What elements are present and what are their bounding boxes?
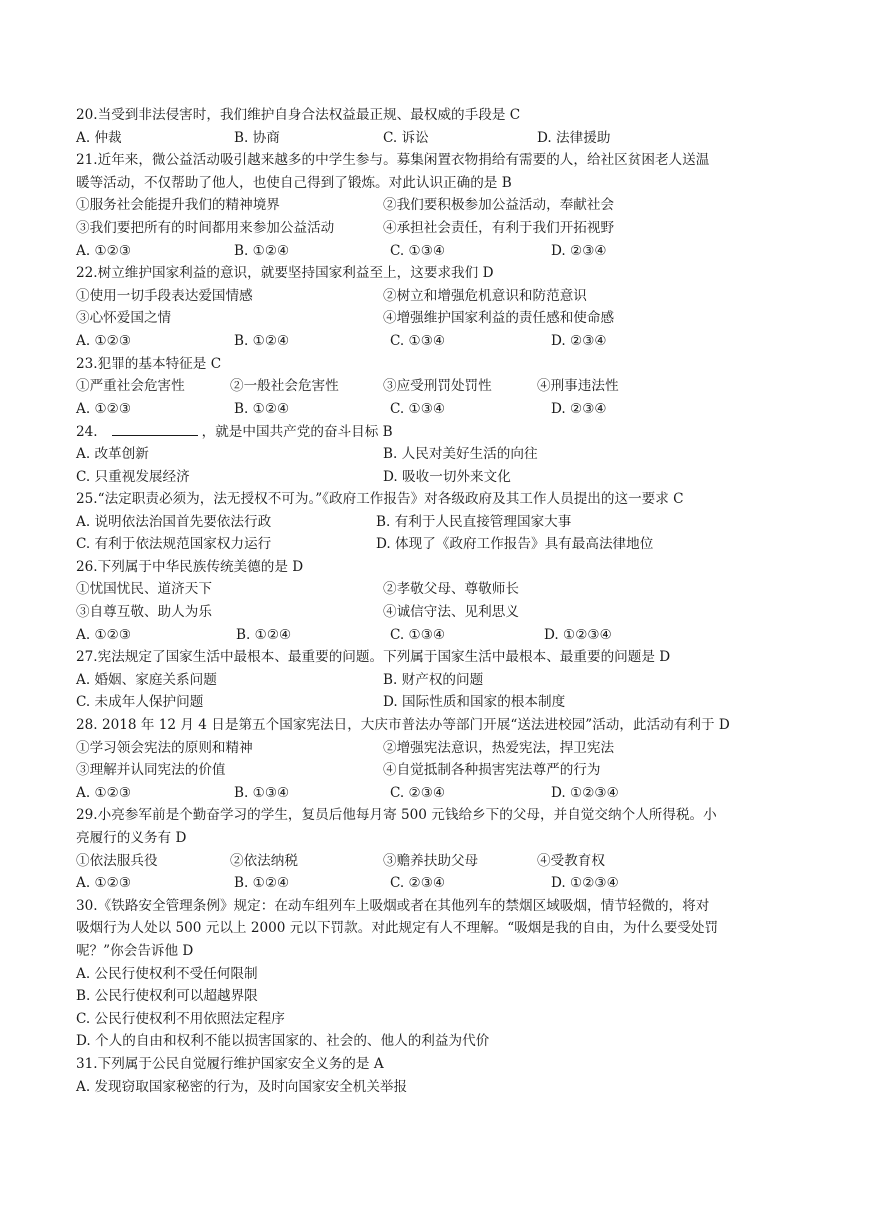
question-stem: 25.“法定职责必须为，法无授权不可为。”《政府工作报告》对各级政府及其工作人员提出的这一要求 C — [76, 491, 684, 508]
option-c: C. 未成年人保护问题 — [76, 694, 204, 711]
statement-4: ④自觉抵制各种损害宪法尊严的行为 — [383, 762, 601, 779]
question-stem-tail: ，就是中国共产党的奋斗目标 B — [201, 424, 393, 441]
option-a: A. 仲裁 — [76, 129, 122, 146]
statement-2: ②树立和增强危机意识和防范意识 — [383, 287, 587, 304]
statement-3: ③我们要把所有的时间都用来参加公益活动 — [76, 219, 335, 236]
option-a: A. 说明依法治国首先要依法行政 — [76, 513, 272, 530]
statements-row — [76, 850, 796, 873]
option-d: D. ②③④ — [551, 332, 607, 349]
options-row — [76, 624, 796, 647]
question-31 — [76, 1053, 796, 1098]
option-a: A. 改革创新 — [76, 445, 149, 462]
statement-2: ②增强宪法意识，热爱宪法，捍卫宪法 — [383, 739, 615, 756]
question-24 — [76, 420, 796, 488]
question-stem: 31.下列属于公民自觉履行维护国家安全义务的是 A — [76, 1055, 384, 1072]
option-c: C. ②③④ — [390, 784, 446, 801]
statement-4: ④刑事违法性 — [537, 378, 619, 395]
option-d: D. ①②③④ — [544, 626, 612, 643]
option-c: C. 只重视发展经济 — [76, 468, 190, 485]
statements-row — [76, 578, 796, 601]
option-d: D. 个人的自由和权利不能以损害国家的、社会的、他人的利益为代价 — [76, 1033, 490, 1050]
options-row — [76, 127, 796, 150]
question-22 — [76, 262, 796, 352]
statement-1: ①依法服兵役 — [76, 852, 158, 869]
question-stem-line: 暖等活动，不仅帮助了他人，也使自己得到了锻炼。对此认识正确的是 B — [76, 174, 512, 191]
question-27 — [76, 646, 796, 714]
question-30 — [76, 895, 796, 1053]
question-stem: 22.树立维护国家利益的意识，就要坚持国家利益至上，这要求我们 D — [76, 265, 494, 282]
option-a: A. ①②③ — [76, 626, 132, 643]
options-row — [76, 466, 796, 489]
statement-2: ②我们要积极参加公益活动，奉献社会 — [383, 197, 615, 214]
option-b: B. 公民行使权利可以超越界限 — [76, 988, 258, 1005]
option-c: C. 诉讼 — [383, 129, 429, 146]
statement-3: ③心怀爱国之情 — [76, 310, 172, 327]
statement-1: ①学习领会宪法的原则和精神 — [76, 739, 253, 756]
question-stem-line: 30.《铁路安全管理条例》规定：在动车组列车上吸烟或者在其他列车的禁烟区域吸烟，情节轻微的，将对 — [76, 897, 710, 914]
option-b: B. ①②④ — [234, 242, 290, 259]
option-c: C. ②③④ — [390, 875, 446, 892]
option-d: D. 法律援助 — [537, 129, 611, 146]
statement-4: ④诚信守法、见利思义 — [383, 604, 519, 621]
option-a: A. 发现窃取国家秘密的行为，及时向国家安全机关举报 — [76, 1078, 408, 1095]
option-d: D. ②③④ — [551, 400, 607, 417]
option-b: B. 协商 — [234, 129, 280, 146]
options-row — [76, 872, 796, 895]
question-29 — [76, 804, 796, 894]
option-b: B. 财产权的问题 — [383, 671, 484, 688]
option-a: A. ①②③ — [76, 400, 132, 417]
question-23 — [76, 353, 796, 421]
statement-4: ④受教育权 — [537, 852, 605, 869]
option-a: A. 公民行使权利不受任何限制 — [76, 965, 258, 982]
option-a: A. ①②③ — [76, 332, 132, 349]
option-d: D. ①②③④ — [551, 875, 619, 892]
statements-row — [76, 375, 796, 398]
option-c: C. ①③④ — [390, 242, 446, 259]
question-stem-line: 29.小亮参军前是个勤奋学习的学生，复员后他每月寄 500 元钱给乡下的父母，并自觉交纳个人所得税。小 — [76, 807, 717, 824]
option-b: B. 有利于人民直接管理国家大事 — [376, 513, 572, 530]
statements-row — [76, 737, 796, 760]
question-21 — [76, 149, 796, 262]
question-stem-line: 亮履行的义务有 D — [76, 830, 187, 846]
question-stem: 27.宪法规定了国家生活中最根本、最重要的问题。下列属于国家生活中最根本、最重要的问题是 D — [76, 649, 671, 666]
option-d: D. ②③④ — [551, 242, 607, 259]
question-stem: 23.犯罪的基本特征是 C — [76, 355, 222, 372]
options-row — [76, 533, 796, 556]
question-28 — [76, 714, 796, 804]
statement-3: ③应受刑罚处罚性 — [383, 378, 492, 395]
statements-row — [76, 285, 796, 308]
option-d: D. 吸收一切外来文化 — [383, 468, 511, 485]
option-b: B. ①③④ — [234, 784, 290, 801]
question-stem: 20.当受到非法侵害时，我们维护自身合法权益最正规、最权威的手段是 C — [76, 107, 521, 123]
options-row — [76, 398, 796, 421]
question-stem: 26.下列属于中华民族传统美德的是 D — [76, 558, 304, 575]
option-b: B. 人民对美好生活的向往 — [383, 445, 538, 462]
option-b: B. ①②④ — [234, 875, 290, 892]
statement-4: ④增强维护国家利益的责任感和使命感 — [383, 310, 615, 327]
option-d: D. 国际性质和国家的根本制度 — [383, 694, 566, 711]
options-row — [76, 691, 796, 714]
option-a: A. 婚姻、家庭关系问题 — [76, 671, 217, 688]
options-row — [76, 330, 796, 353]
question-stem — [76, 420, 796, 443]
option-a: A. ①②③ — [76, 784, 132, 801]
option-b: B. ①②④ — [234, 332, 290, 349]
statements-row — [76, 307, 796, 330]
option-d: D. 体现了《政府工作报告》具有最高法律地位 — [376, 536, 654, 553]
options-row — [76, 511, 796, 534]
statements-row — [76, 217, 796, 240]
statement-3: ③赡养扶助父母 — [383, 852, 479, 869]
option-c: C. 公民行使权利不用依照法定程序 — [76, 1010, 285, 1027]
statement-3: ③理解并认同宪法的价值 — [76, 762, 226, 779]
option-b: B. ①②④ — [236, 626, 292, 643]
option-d: D. ①②③④ — [551, 784, 619, 801]
question-stem-line: 21.近年来，微公益活动吸引越来越多的中学生参与。募集闲置衣物捐给有需要的人，给社区贫困老人送温 — [76, 152, 710, 169]
statements-row — [76, 759, 796, 782]
question-20 — [76, 104, 796, 149]
exam-page — [76, 104, 796, 1098]
fill-in-blank — [112, 420, 198, 436]
statement-1: ①服务社会能提升我们的精神境界 — [76, 197, 280, 214]
statement-4: ④承担社会责任，有利于我们开拓视野 — [383, 219, 615, 236]
option-c: C. ①③④ — [390, 400, 446, 417]
option-c: C. 有利于依法规范国家权力运行 — [76, 536, 272, 553]
option-c: C. ①③④ — [390, 332, 446, 349]
statement-1: ①使用一切手段表达爱国情感 — [76, 287, 253, 304]
question-stem: 28. 2018 年 12 月 4 日是第五个国家宪法日，大庆市普法办等部门开展“送法进校园”活动，此活动有利于 D — [76, 717, 730, 734]
question-25 — [76, 488, 796, 556]
statements-row — [76, 194, 796, 217]
question-stem-line: 吸烟行为人处以 500 元以上 2000 元以下罚款。对此规定有人不理解。“吸烟是我的自由，为什么要受处罚 — [76, 920, 719, 937]
option-a: A. ①②③ — [76, 875, 132, 892]
options-row — [76, 240, 796, 263]
statements-row — [76, 601, 796, 624]
statement-2: ②一般社会危害性 — [230, 378, 339, 395]
question-number: 24. — [76, 424, 98, 441]
option-a: A. ①②③ — [76, 242, 132, 259]
question-26 — [76, 556, 796, 646]
option-b: B. ①②④ — [234, 400, 290, 417]
question-stem-line: 呢？”你会告诉他 D — [76, 942, 194, 959]
statement-1: ①忧国忧民、道济天下 — [76, 581, 212, 598]
statement-3: ③自尊互敬、助人为乐 — [76, 604, 212, 621]
statement-1: ①严重社会危害性 — [76, 378, 185, 395]
statement-2: ②依法纳税 — [230, 852, 298, 869]
options-row — [76, 443, 796, 466]
options-row — [76, 669, 796, 692]
option-c: C. ①③④ — [390, 626, 446, 643]
options-row — [76, 782, 796, 805]
statement-2: ②孝敬父母、尊敬师长 — [383, 581, 519, 598]
